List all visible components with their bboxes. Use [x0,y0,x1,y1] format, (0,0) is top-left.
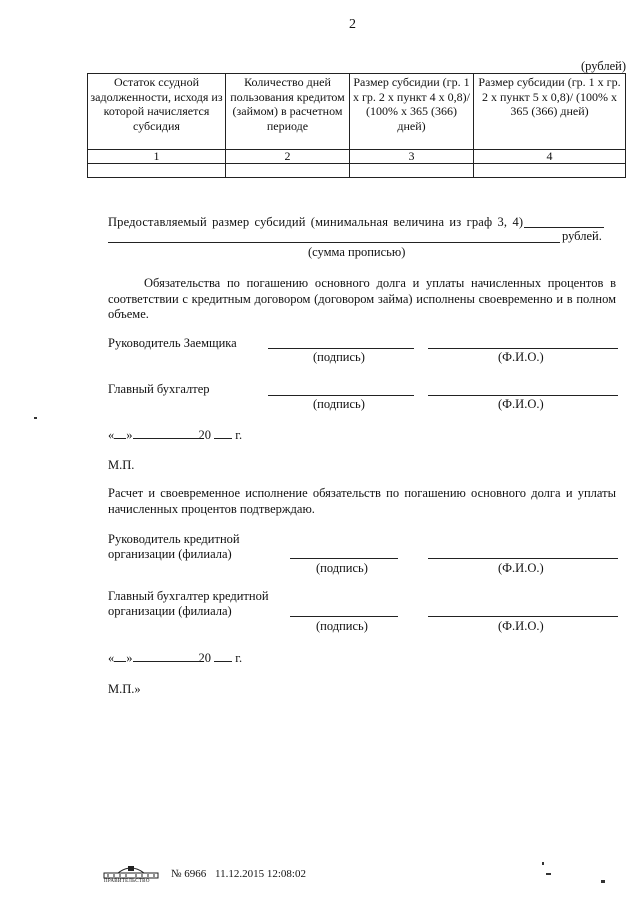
table-cell [226,164,350,178]
scan-speck [546,873,551,875]
bank-head-label: Руководитель кредитной [108,532,240,546]
subsidy-words-line [108,242,560,243]
table-header-cell: Остаток ссудной задолженности, исходя из которой начисляется субсидия [88,74,226,150]
subsidy-table [87,73,626,178]
signature-line [290,558,398,559]
column-number: 2 [226,150,350,164]
currency-note: (рублей) [580,59,626,73]
page-number: 2 [349,17,356,32]
borrower-head-label: Руководитель Заемщика [108,336,237,350]
signature-caption: (подпись) [316,619,368,633]
quote-close: » [126,428,133,442]
bank-head-label-2: организации (филиала) [108,547,232,561]
name-caption: (Ф.И.О.) [498,350,544,364]
signature-line [290,616,398,617]
name-line [428,348,618,349]
name-line [428,558,618,559]
signature-line [268,395,414,396]
name-caption: (Ф.И.О.) [498,397,544,411]
name-caption: (Ф.И.О.) [498,619,544,633]
year-suffix: г. [235,651,243,665]
bank-accountant-label-2: организации (филиала) [108,604,232,618]
quote-open: « [108,428,115,442]
quote-open: « [108,651,115,665]
seal-place-label: М.П. [108,458,135,472]
document-timestamp: 11.12.2015 12:08:02 [215,868,306,880]
scan-speck [601,880,605,883]
bank-accountant-label: Главный бухгалтер кредитной [108,589,269,603]
logo-text: ПРАВИТЕЛЬСТВО [104,879,150,884]
amount-in-words-caption: (сумма прописью) [308,245,406,259]
name-caption: (Ф.И.О.) [498,561,544,575]
document-number: № 6966 [171,868,207,880]
column-number: 1 [88,150,226,164]
confirmation-paragraph: Расчет и своевременное исполнение обязательств по погашению основного долга и уплаты начисленных процентов подтверждаю. [108,486,616,516]
government-logo-icon [98,864,164,886]
subsidy-label: Предоставляемый размер субсидий (минимальная величина из граф 3, 4) [108,215,524,229]
signature-caption: (подпись) [316,561,368,575]
signature-caption: (подпись) [313,350,365,364]
date-line [108,428,242,443]
year-suffix: г. [235,428,243,442]
name-line [428,616,618,617]
table-cell [474,164,626,178]
table-cell [350,164,474,178]
subsidy-amount-line [524,227,604,228]
quote-close: » [126,651,133,665]
year-prefix: 20 [198,428,211,442]
column-number: 4 [474,150,626,164]
table-header-cell: Количество дней пользования кредитом (займом) в расчетном периоде [226,74,350,150]
signature-caption: (подпись) [313,397,365,411]
table-row [88,164,626,178]
column-number: 3 [350,150,474,164]
table-header-cell: Размер субсидии (гр. 1 х гр. 2 х пункт 4 х 0,8)/ (100% х 365 (366) дней) [350,74,474,150]
scan-speck [542,862,544,865]
year-prefix: 20 [198,651,211,665]
date-line [108,651,242,666]
name-line [428,395,618,396]
obligations-paragraph: Обязательства по погашению основного долга и уплаты начисленных процентов в соответствии с кредитным договором (договором займа) исполнены своевременно и в полном объеме. [108,276,616,321]
rubles-label: рублей. [562,229,602,243]
table-header-cell: Размер субсидии (гр. 1 х гр. 2 х пункт 5 х 0,8)/ (100% х 365 (366) дней) [474,74,626,150]
seal-place-label: М.П.» [108,682,141,696]
scan-speck [34,417,37,419]
table-cell [88,164,226,178]
chief-accountant-label: Главный бухгалтер [108,382,210,396]
signature-line [268,348,414,349]
